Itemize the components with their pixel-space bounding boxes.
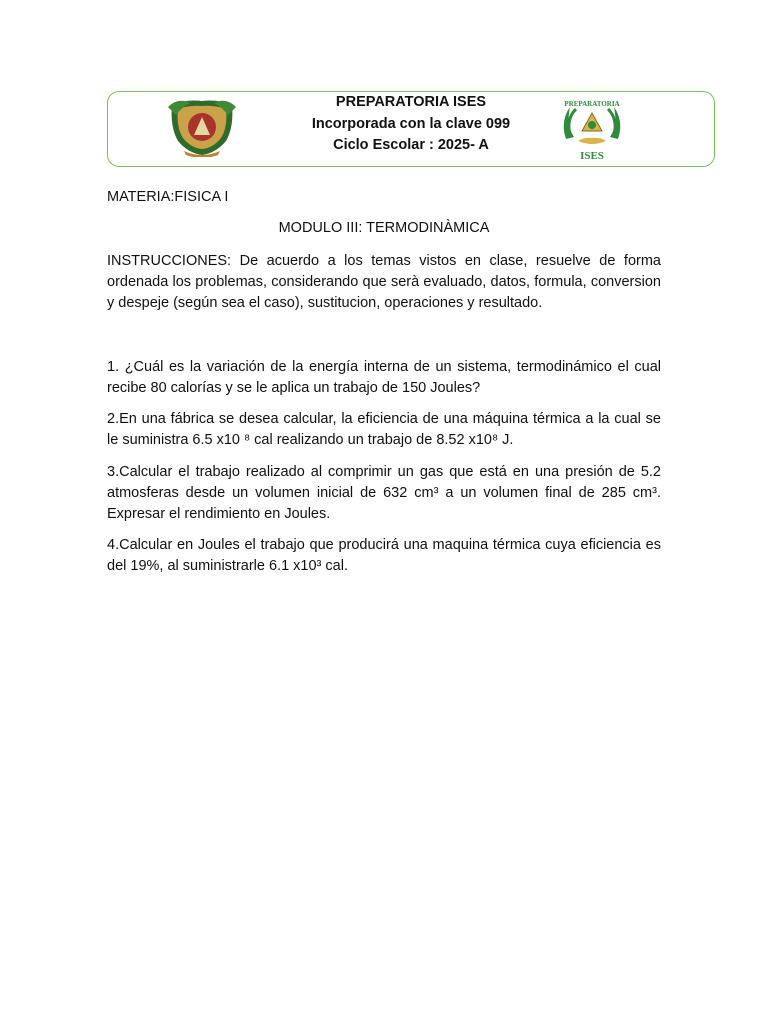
- seal-text-bottom: ISES: [580, 150, 604, 162]
- problem-2: 2.En una fábrica se desea calcular, la eficiencia de una máquina térmica a la cual se le suministra 6.5 x10 ⁸ cal realizando un trabajo de 8.52 x10⁸ J.: [107, 411, 661, 448]
- subject-line: MATERIA:FISICA I: [107, 189, 229, 205]
- problem-1: 1. ¿Cuál es la variación de la energía interna de un sistema, termodinámico el cual recibe 80 calorías y se le aplica un trabajo de 150 Joules?: [107, 359, 661, 396]
- header-box: [107, 91, 715, 167]
- school-cycle: Ciclo Escolar : 2025- A: [333, 137, 489, 153]
- school-name: PREPARATORIA ISES: [335, 94, 487, 110]
- incorporation-key: Incorporada con la clave 099: [311, 115, 511, 132]
- seal-text-top: PREPARATORIA: [564, 100, 620, 108]
- preparatoria-ises-seal-icon: [556, 97, 628, 163]
- module-title: MODULO III: TERMODINÀMICA: [278, 220, 490, 236]
- problem-4: 4.Calcular en Joules el trabajo que producirá una maquina térmica cuya eficiencia es del 19%, al suministrarle 6.1 x10³ cal.: [107, 537, 661, 574]
- instructions: INSTRUCCIONES: De acuerdo a los temas vistos en clase, resuelve de forma ordenada los problemas, considerando que serà evaluado, datos, formula, conversion y despeje (según sea el caso), sustitucion, operaciones y resultado.: [107, 253, 661, 311]
- problem-3: 3.Calcular el trabajo realizado al comprimir un gas que está en una presión de 5.2 atmosferas desde un volumen inicial de 632 cm³ a un volumen final de 285 cm³. Expresar el rendimiento en Joules.: [107, 464, 661, 522]
